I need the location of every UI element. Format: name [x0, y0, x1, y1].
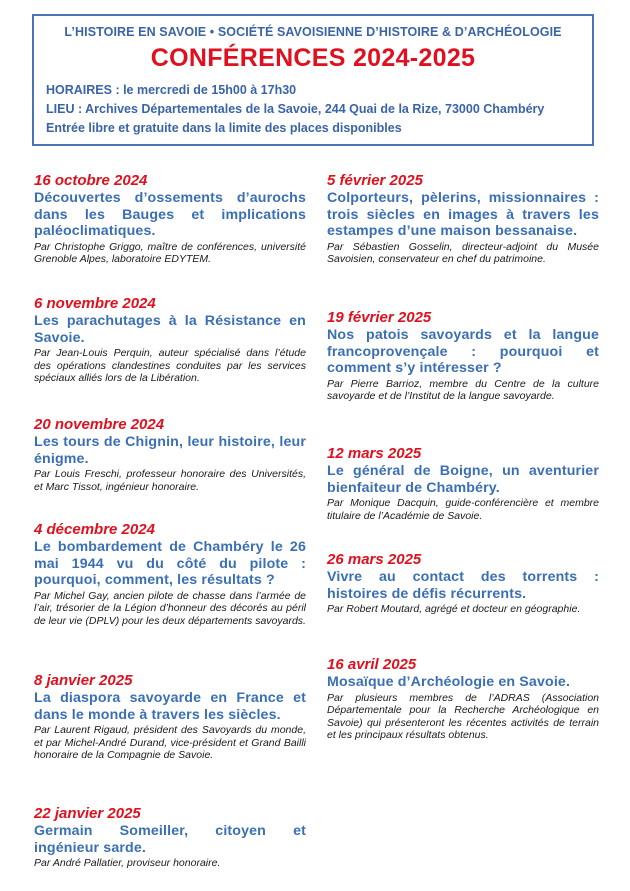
- event-item: [34, 295, 306, 385]
- event-title: Colporteurs, pèlerins, missionnaires : trois siècles en images à travers les estampes d’une maison bessanaise.: [327, 190, 599, 239]
- event-date: 5 février 2025: [327, 172, 423, 189]
- lieu-text: LIEU : Archives Départementales de la Savoie, 244 Quai de la Rize, 73000 Chambéry: [46, 102, 545, 116]
- event-date: 22 janvier 2025: [34, 805, 141, 822]
- event-title: Les parachutages à la Résistance en Savoie.: [34, 313, 306, 346]
- event-speaker: Par Michel Gay, ancien pilote de chasse dans l’armée de l’air, trésorier de la Légion d’honneur des décorés au péril de leur vie (DPLV) pour les deux départements savoyards.: [34, 589, 306, 627]
- event-title: Le général de Boigne, un aventurier bienfaiteur de Chambéry.: [327, 463, 599, 496]
- event-item: [34, 416, 306, 493]
- event-date: 4 décembre 2024: [34, 521, 155, 538]
- event-title: Mosaïque d’Archéologie en Savoie.: [327, 674, 571, 690]
- page-title: CONFÉRENCES 2024-2025: [150, 44, 476, 72]
- event-speaker: Par Sébastien Gosselin, directeur-adjoint du Musée Savoisien, conservateur en chef du patrimoine.: [327, 240, 599, 266]
- event-speaker: Par André Pallatier, proviseur honoraire.: [34, 857, 221, 869]
- event-title: Le bombardement de Chambéry le 26 mai 1944 vu du côté du pilote : pourquoi, comment, les résultats ?: [34, 539, 306, 588]
- event-item: [34, 805, 306, 870]
- event-date: 8 janvier 2025: [34, 672, 133, 689]
- event-item: [327, 172, 599, 266]
- event-date: 12 mars 2025: [327, 445, 422, 462]
- event-speaker: Par Pierre Barrioz, membre du Centre de la culture savoyarde et de l’Institut de la langue savoyarde.: [327, 377, 599, 403]
- event-speaker: Par Jean-Louis Perquin, auteur spécialisé dans l’étude des opérations clandestines conduites par les services spéciaux alliés lors de la Libération.: [34, 347, 306, 385]
- event-item: [327, 445, 599, 522]
- event-item: [34, 672, 306, 762]
- event-title: Les tours de Chignin, leur histoire, leur énigme.: [34, 434, 306, 467]
- entree-text: Entrée libre et gratuite dans la limite des places disponibles: [46, 121, 402, 135]
- header-box: [32, 14, 594, 146]
- event-date: 19 février 2025: [327, 309, 432, 326]
- header-organisation: L’HISTOIRE EN SAVOIE • SOCIÉTÉ SAVOISIENNE D’HISTOIRE & D’ARCHÉOLOGIE: [64, 25, 562, 39]
- event-date: 16 octobre 2024: [34, 172, 148, 189]
- event-speaker: Par Robert Moutard, agrégé et docteur en géographie.: [327, 603, 581, 615]
- event-speaker: Par Louis Freschi, professeur honoraire des Universités, et Marc Tissot, ingénieur honoraire.: [34, 468, 306, 493]
- event-speaker: Par Christophe Griggo, maître de conférences, université Grenoble Alpes, laboratoire EDYTEM.: [34, 240, 306, 266]
- event-title: Nos patois savoyards et la langue francoprovençale : pourquoi et comment s’y intéresser ?: [327, 327, 599, 376]
- event-date: 16 avril 2025: [327, 656, 417, 673]
- event-title: Vivre au contact des torrents : histoires de défis récurrents.: [327, 569, 599, 602]
- event-date: 6 novembre 2024: [34, 295, 156, 312]
- event-item: [327, 309, 599, 403]
- event-item: [327, 656, 599, 742]
- event-date: 20 novembre 2024: [34, 416, 165, 433]
- event-title: Germain Someiller, citoyen et ingénieur sarde.: [34, 823, 306, 856]
- event-speaker: Par Laurent Rigaud, président des Savoyards du monde, et par Michel-André Durand, vice-président et Grand Bailli honoraire de la Compagnie de Savoie.: [34, 724, 306, 762]
- header-info: [46, 81, 580, 138]
- event-speaker: Par plusieurs membres de l’ADRAS (Association Départementale pour la Recherche Archéologique en Savoie) qui présenteront les récentes activités de terrain et les principaux résultats obtenus.: [327, 691, 599, 742]
- horaires-text: HORAIRES : le mercredi de 15h00 à 17h30: [46, 83, 297, 97]
- event-title: Découvertes d’ossements d’aurochs dans les Bauges et implications paléoclimatiques.: [34, 190, 306, 239]
- event-date: 26 mars 2025: [327, 551, 422, 568]
- event-item: [34, 172, 306, 266]
- event-item: [327, 551, 599, 616]
- event-speaker: Par Monique Dacquin, guide-conférencière et membre titulaire de l’Académie de Savoie.: [327, 497, 599, 522]
- event-title: La diaspora savoyarde en France et dans le monde à travers les siècles.: [34, 690, 306, 723]
- event-item: [34, 521, 306, 627]
